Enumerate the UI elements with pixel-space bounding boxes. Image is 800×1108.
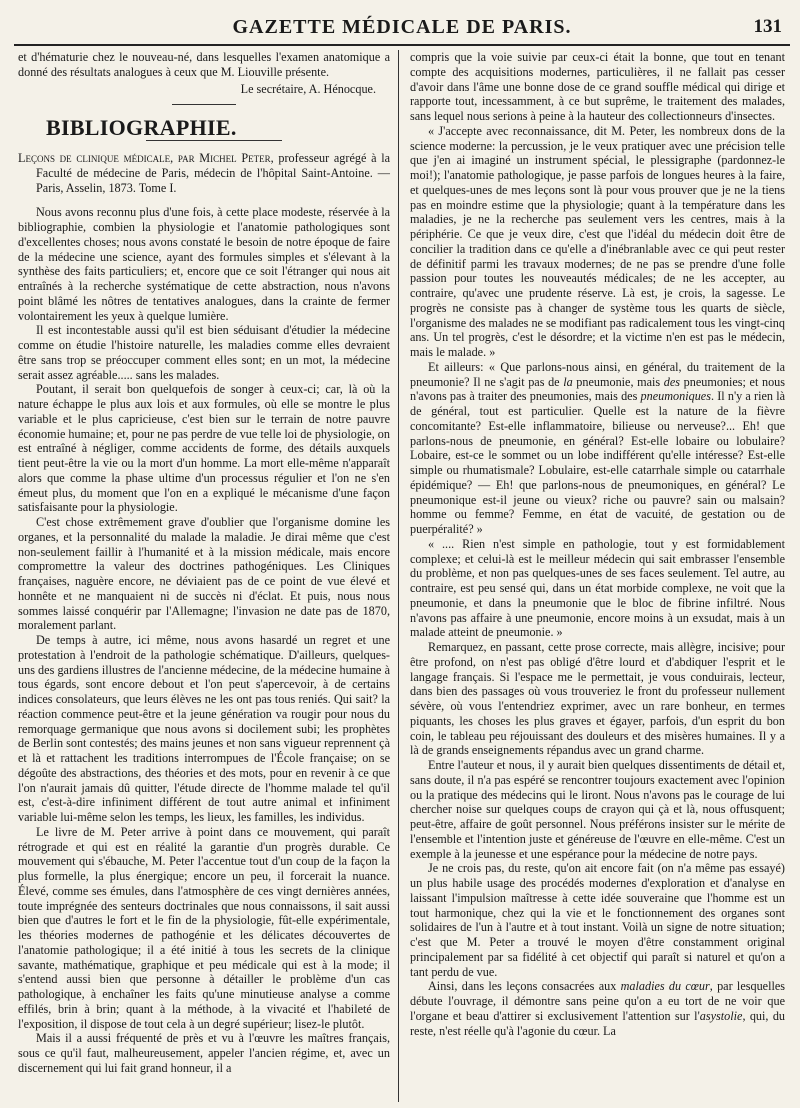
paragraph: Mais il a aussi fréquenté de près et vu à l'œuvre les maîtres français, sous ce qu'il faut, malheureusement, appeler l'ancien régime, et, avec un discernement qui lui fait grand honneur, il a	[18, 1031, 390, 1075]
text-run: . Il n'y a rien là de général, tout est particulier. Quelle est la nature de la fièvre concomitante? Est-elle inflammatoire, bilieuse ou nerveuse?... Eh! que parlons-nous de pneumonie, en général? Est-elle lobaire ou lobulaire? Lobaire, est-ce le sommet ou un lobe indifférent qu'elle intéresse? Est-elle simple ou rhumatismale? Lobulaire, est-elle catarrhale simple ou catarrhale épidémique? — Eh! que parlons-nous de pneumoniques, en général? Le pneumonique est-il jeune ou vieux? riche ou pauvre? sain ou malsain? homme ou femme? Femme, en état de vacuité, de gestation ou de puerpéralité? »	[410, 389, 785, 536]
quote-paragraph	[410, 360, 785, 537]
italic-text: la	[563, 374, 573, 389]
paragraph: C'est chose extrêmement grave d'oublier que l'organisme domine les organes, et la personnalité du malade la maladie. Je dirai même que c'est non-seulement faillir à l'humanité et à la mission médicale, mais encore compromettre la valeur des doctrines pathogéniques. Les Cliniques françaises, naguère encore, ne déviaient pas de ce point de vue élevé et honnête et ne manquaient ni de succès ni d'éclat. Et puis, nous nous sommes laissé conquérir par l'Allemagne; l'invasion ne date pas de 1870, moralement parlant.	[18, 515, 390, 633]
book-author: par Michel Peter	[177, 151, 271, 165]
section-title-underline	[146, 140, 282, 141]
quote-paragraph: « .... Rien n'est simple en pathologie, tout y est formidablement complexe; et celui-là est le meilleur médecin qui sait embrasser l'ensemble du problème, et non pas quelques-unes de ses faces seulement. Tel autre, au contraire, est peu sensé qui, dans un état morbide complexe, ne voit que la pneumonie, et dans la pneumonie que le bloc de fibrine infiltré. Nous n'avons pas affaire à une pneumonie, encore moins à un exsudat, mais à un malade atteint de pneumonie. »	[410, 536, 785, 640]
italic-text: asystolie	[699, 1008, 743, 1023]
italic-text: des	[663, 374, 681, 389]
right-column	[410, 50, 785, 1038]
text-run: pneumonies; et nous n'avons pas à traiter des pneumonies, mais des	[410, 374, 785, 404]
left-column	[18, 50, 390, 1076]
book-title: Leçons de clinique médicale	[18, 151, 171, 165]
column-divider	[398, 50, 399, 1102]
paragraph: Je ne crois pas, du reste, qu'on ait encore fait (on n'a même pas essayé) un plus habile usage des procédés modernes d'exploration et d'analyse en laissant l'impulsion maîtresse à cette idée souveraine que l'homme est un tout harmonique, chez qui la vie et le fonctionnement des organes sont solidaires de l'un à l'autre et à tout instant. Voilà un signe de notre situation; c'est que M. Peter a trouvé le moyen d'être constamment original principalement par sa fidélité à cet objectif qui paraît si naturel et qu'on a tant perdu de vue.	[410, 861, 785, 979]
text-run: pneumonie, mais	[572, 374, 664, 389]
paragraph: Il est incontestable aussi qu'il est bien séduisant d'étudier la médecine comme on étudie l'histoire naturelle, les maladies comme elles devraient être sans trop se préoccuper comment elles sont; en un mot, la médecine serait assez agréable..... sans les malades.	[18, 323, 390, 382]
paragraph: De temps à autre, ici même, nous avons hasardé un regret et une protestation à l'endroit de la pathologie schématique. D'ailleurs, quelques-uns des gardiens illustres de l'ancienne médecine, de la médecine humaine à tous égards, sont encore debout et l'on peut s'apercevoir, à de certains indices consolateurs, que leurs élèves ne les ont pas tous reniés. Qui sait? la réaction commence peut-être et la jeune génération va rougir pour nous du remorquage germanique que nous avons si docilement subi; les prophètes de Berlin sont contestés; des mains jeunes et non sans vigueur reprennent çà et là et rattachent les traditions interrompues de l'École française; on se dégoûte des abstractions, des théories et des mots, pour en revenir à ce que l'on n'aurait jamais dû quitter, l'étude directe de l'homme malade tel qu'il est, c'est-à-dire infiniment différent de tout autre animal et infiniment variable lui-même selon les temps, les lieux, les familles, les individus.	[18, 633, 390, 824]
paragraph: Entre l'auteur et nous, il y aurait bien quelques dissentiments de détail et, sans doute, il n'a pas espéré se rencontrer toujours exactement avec l'opinion ou la pratique des médecins qui le liront. Nous n'avons pas le courage de lui chercher noise sur quelques coups de crayon qui çà et là, nous offusquent; peut-être, affaire de goût personnel. Nous préférons insister sur le mérite de l'ensemble et l'intention juste et généreuse de l'œuvre en elle-même. C'est un exemple à la jeunesse et une espérance pour la médecine de notre pays.	[410, 758, 785, 861]
paragraph: et d'hématurie chez le nouveau-né, dans lesquelles l'examen anatomique a donné des résultats analogues à ceux que M. Liouville présente.	[18, 50, 390, 79]
book-details: , professeur agrégé à la Faculté de médecine de Paris, médecin de l'hôpital Saint-Antoine. — Paris, Asselin, 1873. Tome I.	[36, 151, 390, 195]
text-run: , qui, du reste, n'est réelle qu'à l'agonie du cœur. La	[410, 1008, 786, 1038]
paragraph: Poutant, il serait bon quelquefois de songer à ceux-ci; car, là où la nature échappe le plus aux lois et aux formules, où elle se montre le plus variable et le plus capricieuse, c'est bien sur le terrain de notre pauvre économie humaine; et, pour ne pas perdre de vue telle loi de physiologie, on est entraîné à négliger, comme accidents de forme, des détails auxquels tient peut-être la vie ou la mort d'un homme. La mort elle-même n'apparaît alors que comme la phase ultime d'un processus régulier et l'on ne s'en émeut plus, du moment que l'on en a expliqué le mécanisme d'une façon satisfaisante pour la physiologie.	[18, 382, 390, 515]
text-run: , par lesquelles débute l'ouvrage, il démontre sans peine qu'on a eu tort de ne voir que l'organe et beau d'attirer si exclusivement l'attention sur l'	[410, 979, 785, 1023]
paragraph: Nous avons reconnu plus d'une fois, à cette place modeste, réservée à la bibliographie, combien la physiologie et l'anatomie pathologiques sont d'excellentes choses; nous avons constaté le besoin de notre époque de faire de la médecine une science, ayant des formules simples et s'élevant à la synthèse des faits particuliers; et, encore que ce soit l'étranger qui nous ait entraînés à la recherche systématique de cette abstraction, nous n'avons point blâmé les nôtres de tentatives analogues, dans la crainte de fermer volontairement les yeux à quelque lumière.	[18, 205, 390, 323]
separator-rule	[172, 104, 236, 105]
paragraph: compris que la voie suivie par ceux-ci était la bonne, que tout en tenant compte des acquisitions modernes, particulières, il ne fallait pas cesser d'avoir dans l'âme une bonne dose de ce grand souffle médical qui dirige et rapporte tout, incessamment, à ce but suprême, le traitement des malades, sans lequel nous serions à peine à la hauteur des collectionneurs d'insectes.	[410, 50, 785, 123]
paragraph	[410, 979, 785, 1038]
page-number: 131	[753, 16, 782, 37]
text-run: Et ailleurs: « Que parlons-nous ainsi, en général, du traitement de la pneumonie? Il ne s'agit pas de	[410, 359, 785, 389]
text-run: Ainsi, dans les leçons consacrées aux	[428, 979, 621, 994]
signature: Le secrétaire, A. Hénocque.	[240, 81, 376, 96]
paragraph: Le livre de M. Peter arrive à point dans ce mouvement, qui paraît rétrograde et qui est en réalité la garantie d'un progrès durable. Ce mouvement qui s'ébauche, M. Peter l'accentue tout d'un coup de la façon la plus formelle, la plus énergique; encore un peu, il forcerait la nuance. Élevé, comme ses émules, dans l'atmosphère de ces vingt dernières années, toute imprégnée des senteurs doctrinales que nous connaissons, il sait aussi bien que d'autres le fort et le fin de la physiologie, fût-elle expérimentale, les théories modernes de pathogénie et les délicates découvertes de l'anatomie pathologique; il a été initié à tous les secrets de la clinique savante, mathématique, graphique et peu médicale qui est à la mode; il s'entend aussi bien que personne à détailler le problème d'un cas pathologique, à enchaîner les faits qu'une minutieuse analyse a comme effilés, brin à brin; quant à la méthode, à la vivacité et l'habileté de l'exposition, il dispose de tout cela à un degré supérieur; lisez-le plutôt.	[18, 824, 390, 1031]
journal-title: GAZETTE MÉDICALE DE PARIS.	[232, 16, 572, 38]
book-reference: Leçons de clinique médicale, par Michel Peter, professeur agrégé à la Faculté de médecine de Paris, médecin de l'hôpital Saint-Antoine. — Paris, Asselin, 1873. Tome I.	[18, 151, 390, 195]
page-header	[14, 10, 790, 46]
section-title: BIBLIOGRAPHIE.	[46, 115, 237, 141]
quote-paragraph: « J'accepte avec reconnaissance, dit M. Peter, les nombreux dons de la science moderne: la percussion, je le veux pratiquer avec une précision telle que j'en ai imaginé un instrument spécial, le plessigraphe (pardonnez-le moi!); l'anatomie pathologique, je passe parfois de longues heures à la faire, et quelques-unes de mes leçons sont là pour vous prouver que je ne la tiens pas en moindre estime que la physiologie; quant à la température dans les maladies, je ne la recherche pas seulement vers les centres, mais à la périphérie. Ce que je veux dire, c'est que l'idéal du médecin doit être de concilier la tradition dans ce qu'elle a d'inébranlable avec ce qui peut rester de définitif parmi les travaux modernes; de ne pas se prendre d'une folle passion pour toutes les nouveautés médicales; de ne les accepter, au contraire, qu'avec une prudente réserve. Là est, je crois, la sagesse. Le progrès ne consiste pas à changer de système tous les quarts de siècle, l'organisme des malades ne se modifiant pas radicalement tous les vingt-cinq ans. Un tel progrès, c'est le désordre; et la victime n'en est pas le médecin, mais le malade. »	[410, 123, 785, 359]
paragraph: Remarquez, en passant, cette prose correcte, mais allègre, incisive; pour être profond, on n'est pas obligé d'être lourd et d'abdiquer l'esprit et le langage français. Si l'espace me le permettait, je vous conduirais, lecteur, dans bien des passages où vous trouveriez le front du professeur nullement sévère, où vous l'entendriez exprimer, avec un rare bonheur, en termes piquants, les choses les plus graves et égayer, parfois, d'un esprit du bon coin, le tableau peu réjouissant des douleurs et des misères humaines. Il y a là de grands enseignements répandus avec un grand charme.	[410, 640, 785, 758]
italic-text: pneumoniques	[640, 389, 711, 404]
italic-text: maladies du cœur	[620, 979, 710, 994]
